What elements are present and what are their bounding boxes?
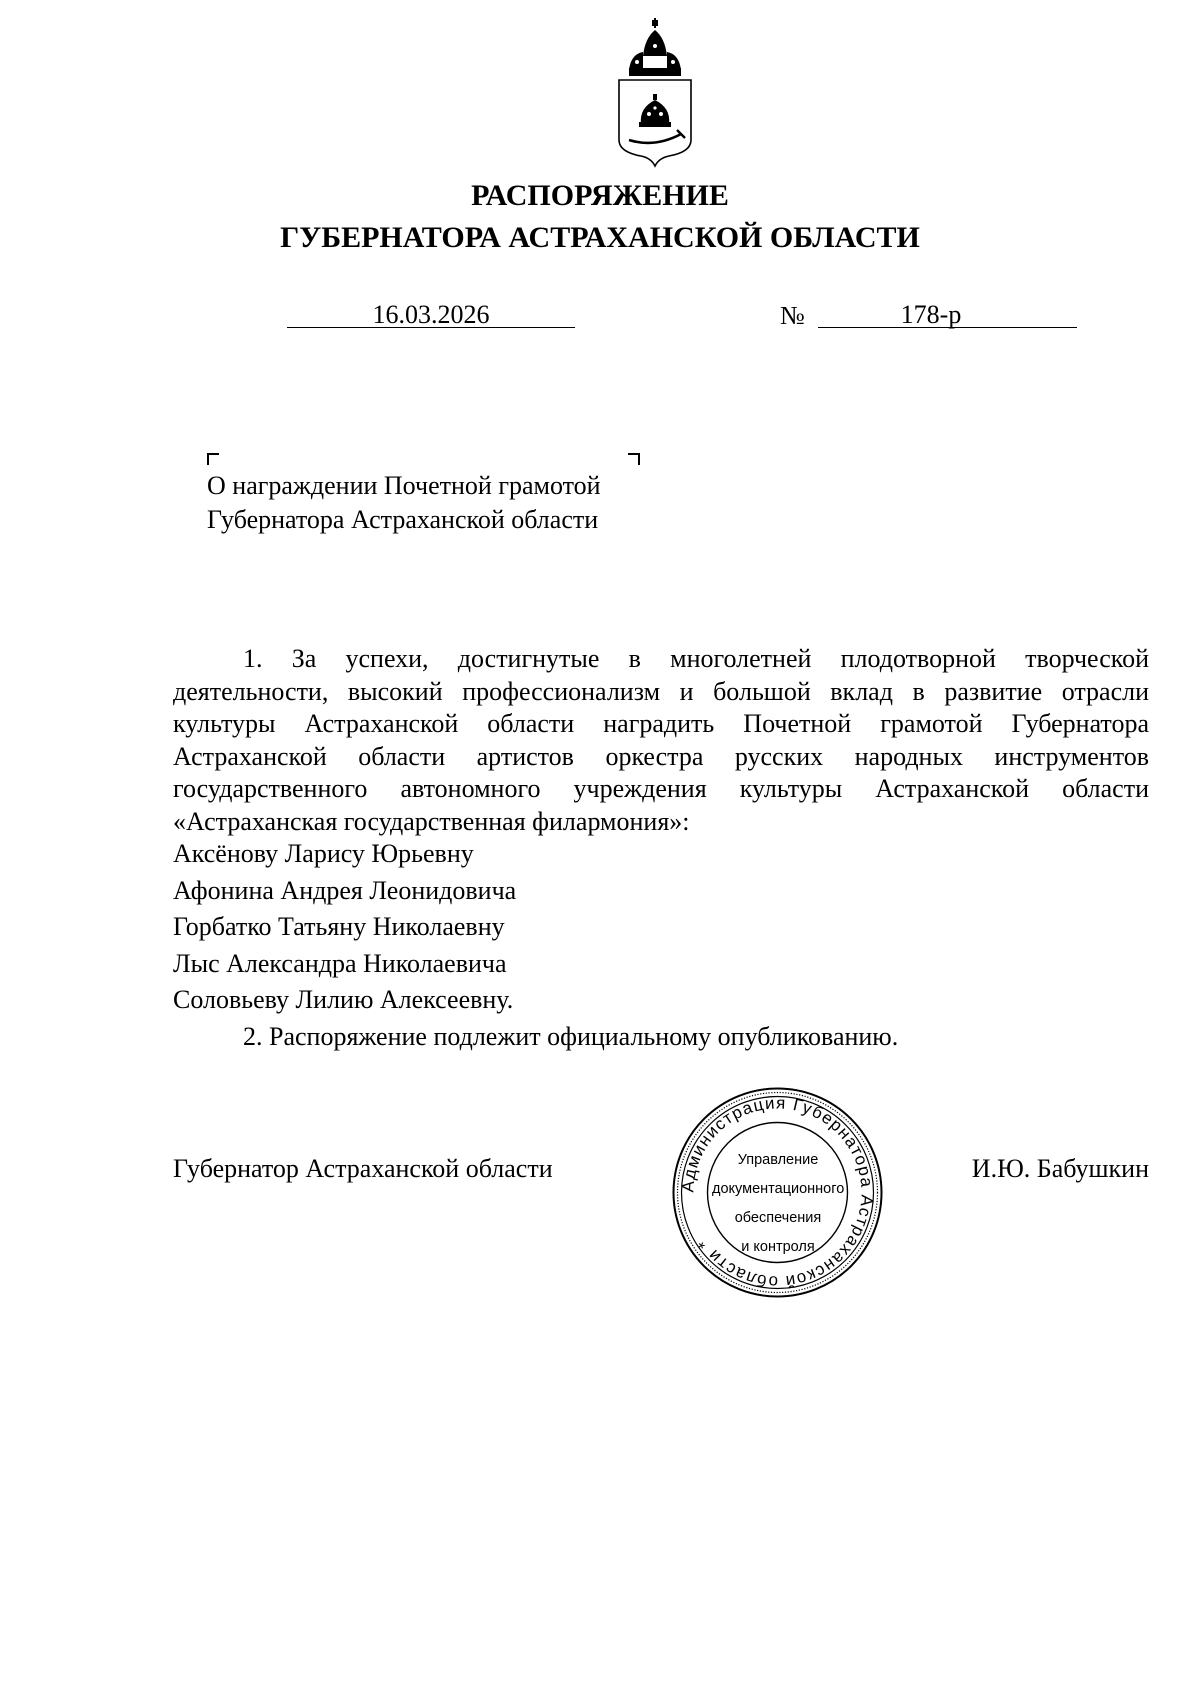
document-type-title: РАСПОРЯЖЕНИЕ (471, 179, 729, 212)
list-item: Лыс Александра Николаевича (173, 948, 507, 978)
list-item: Афонина Андрея Леонидовича (173, 875, 517, 905)
list-item: Горбатко Татьяну Николаевну (173, 912, 505, 941)
awardee-list (173, 836, 1149, 1019)
stamp-line: и контроля (741, 1239, 815, 1255)
signatory-name: И.Ю. Бабушкин (971, 1154, 1149, 1183)
body-paragraph-2: 2. Распоряжение подлежит официальному опубликованию. (243, 1022, 899, 1051)
stamp-line: Управление (737, 1152, 819, 1168)
subject-line: Губернатора Астраханской области (207, 505, 599, 534)
document-number: 178-р (900, 300, 962, 329)
document-date: 16.03.2026 (372, 300, 490, 329)
subject-corner-left-icon (207, 453, 219, 465)
body-paragraph-1: 1. За успехи, достигнутые в многолетней плодотворной творческой деятельности, высокий профессионализм и большой вклад в развитие отрасли культуры Астраханской области наградить Почетной грамотой Губернатора Астраханской области артистов оркестра русских народных инструментов государственного автономного учреждения культуры Астраханской области «Астраханская государственная филармония»: (173, 644, 1149, 836)
number-sign: № (780, 301, 805, 330)
subject-corner-right-icon (628, 453, 640, 465)
document-subject (207, 469, 601, 537)
subject-line: О награждении Почетной грамотой (207, 471, 601, 500)
stamp-inner-text (712, 1146, 844, 1262)
issuer-title: ГУБЕРНАТОРА АСТРАХАНСКОЙ ОБЛАСТИ (280, 221, 920, 254)
stamp-line: обеспечения (734, 1210, 822, 1226)
coat-of-arms-emblem (615, 18, 695, 168)
list-item: Соловьеву Лилию Алексеевну. (173, 985, 514, 1014)
stamp-line: документационного (712, 1181, 845, 1197)
list-item: Аксёнову Ларису Юрьевну (173, 839, 474, 868)
signatory-position: Губернатор Астраханской области (173, 1154, 553, 1183)
svg-text:Администрация Губернатора Астр: Администрация Губернатора Астраханской области * (678, 1093, 877, 1292)
